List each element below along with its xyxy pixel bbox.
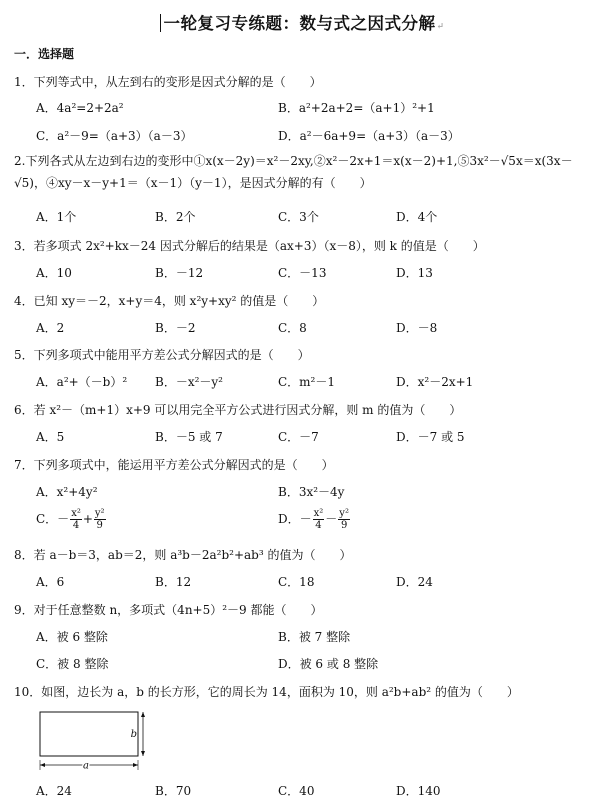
rectangle-figure — [36, 710, 146, 772]
section-heading: 一．选择题 — [14, 47, 75, 61]
question-9-stem: 9．对于任意整数 n，多项式（4n+5）²－9 都能（ ） — [14, 603, 323, 617]
question-7-option-c[interactable] — [36, 508, 107, 531]
question-2-option-d[interactable]: D．4个 — [396, 210, 438, 224]
denominator: 9 — [96, 520, 103, 531]
paragraph-mark-icon: ↵ — [436, 22, 445, 32]
numerator: y² — [94, 508, 105, 519]
numerator: x² — [313, 508, 324, 519]
question-8-option-c[interactable]: C．18 — [278, 575, 315, 589]
question-5-option-d[interactable]: D．x²－2x+1 — [396, 375, 474, 389]
question-5-option-a[interactable]: A．a²+（－b）² — [36, 375, 128, 389]
question-1-option-c[interactable]: C．a²－9=（a+3）（a－3） — [36, 129, 193, 143]
question-1-option-b[interactable]: B．a²+2a+2=（a+1）²+1 — [278, 101, 435, 115]
denominator: 9 — [340, 520, 348, 531]
question-10-option-c[interactable]: C．40 — [278, 784, 315, 798]
option-c-prefix: C．－ — [36, 512, 70, 526]
question-7-option-a[interactable]: A．x²+4y² — [36, 485, 98, 499]
arrow-up-icon — [141, 712, 145, 717]
question-8-option-b[interactable]: B．12 — [155, 575, 192, 589]
option-d-prefix: D．－ — [278, 512, 312, 526]
question-8-option-d[interactable]: D．24 — [396, 575, 433, 589]
fraction — [94, 508, 106, 531]
question-1-option-d[interactable]: D．a²－6a+9=（a+3）（a－3） — [278, 129, 460, 143]
question-9-option-b[interactable]: B．被 7 整除 — [278, 630, 351, 644]
arrow-down-icon — [141, 751, 145, 756]
question-10-option-d[interactable]: D．140 — [396, 784, 441, 798]
question-6-stem: 6．若 x²－（m+1）x+9 可以用完全平方公式进行因式分解，则 m 的值为（ ） — [14, 403, 462, 417]
question-4-option-a[interactable]: A．2 — [36, 321, 65, 335]
question-9-option-d[interactable]: D．被 6 或 8 整除 — [278, 657, 379, 671]
question-7-option-d[interactable] — [278, 508, 351, 531]
question-3-option-b[interactable]: B．－12 — [155, 266, 204, 280]
question-6-option-d[interactable]: D．－7 或 5 — [396, 430, 465, 444]
question-5-stem: 5．下列多项式中能用平方差公式分解因式的是（ ） — [14, 348, 310, 362]
question-3-option-a[interactable]: A．10 — [36, 266, 72, 280]
question-9-option-a[interactable]: A．被 6 整除 — [36, 630, 108, 644]
question-6-option-a[interactable]: A．5 — [36, 430, 65, 444]
fraction — [313, 508, 325, 531]
arrow-right-icon — [133, 763, 138, 767]
question-2-stem: 2.下列各式从左边到右边的变形中①x(x－2y)＝x²－2xy,②x²－2x+1＝x(x－2)+1,⑤3x²－√5x＝x(3x－√5)，④xy－x－y+1＝（x－1）（y－1），是因式分解的有（ ） — [14, 154, 573, 190]
question-6-option-b[interactable]: B．－5 或 7 — [155, 430, 223, 444]
question-9-option-c[interactable]: C．被 8 整除 — [36, 657, 109, 671]
question-1-option-a[interactable]: A．4a²=2+2a² — [36, 101, 124, 115]
numerator: x² — [71, 508, 81, 519]
question-7-option-b[interactable]: B．3x²－4y — [278, 485, 345, 499]
question-2-option-b[interactable]: B．2个 — [155, 210, 196, 224]
fraction — [338, 508, 350, 531]
operator: + — [82, 512, 93, 526]
question-7-stem: 7．下列多项式中，能运用平方差公式分解因式的是（ ） — [14, 458, 334, 472]
label-b: b — [130, 729, 137, 740]
question-1-stem: 1．下列等式中，从左到右的变形是因式分解的是（ ） — [14, 75, 322, 89]
denominator: 4 — [72, 520, 80, 531]
page-title — [0, 10, 605, 34]
question-4-option-b[interactable]: B．－2 — [155, 321, 196, 335]
title-text: 一轮复习专练题：数与式之因式分解 — [163, 14, 436, 33]
question-3-option-d[interactable]: D．13 — [396, 266, 433, 280]
question-4-stem: 4．已知 xy＝－2，x+y＝4，则 x²y+xy² 的值是（ ） — [14, 294, 325, 308]
question-10-stem: 10．如图，边长为 a，b 的长方形，它的周长为 14，面积为 10，则 a²b+ab² 的值为（ ） — [14, 685, 519, 699]
numerator: y² — [339, 508, 349, 519]
question-8-option-a[interactable]: A．6 — [36, 575, 65, 589]
question-5-option-b[interactable]: B．－x²－y² — [155, 375, 223, 389]
question-4-option-c[interactable]: C．8 — [278, 321, 307, 335]
question-6-option-c[interactable]: C．－7 — [278, 430, 319, 444]
question-3-option-c[interactable]: C．－13 — [278, 266, 327, 280]
label-a: a — [83, 760, 89, 772]
fraction — [70, 508, 82, 531]
rectangle-shape — [40, 712, 138, 756]
question-10-option-a[interactable]: A．24 — [36, 784, 72, 798]
question-8-stem: 8．若 a－b＝3，ab＝2，则 a³b－2a²b²+ab³ 的值为（ ） — [14, 548, 352, 562]
question-3-stem: 3．若多项式 2x²+kx－24 因式分解后的结果是（ax+3）（x－8），则 k 的值是（ ） — [14, 239, 485, 253]
question-2-option-c[interactable]: C．3个 — [278, 210, 319, 224]
question-10-option-b[interactable]: B．70 — [155, 784, 192, 798]
question-2-option-a[interactable]: A．1个 — [36, 210, 77, 224]
arrow-left-icon — [40, 763, 45, 767]
denominator: 4 — [315, 520, 322, 531]
operator: － — [325, 512, 338, 526]
question-4-option-d[interactable]: D．－8 — [396, 321, 438, 335]
question-5-option-c[interactable]: C．m²－1 — [278, 375, 336, 389]
text-cursor — [160, 14, 161, 32]
